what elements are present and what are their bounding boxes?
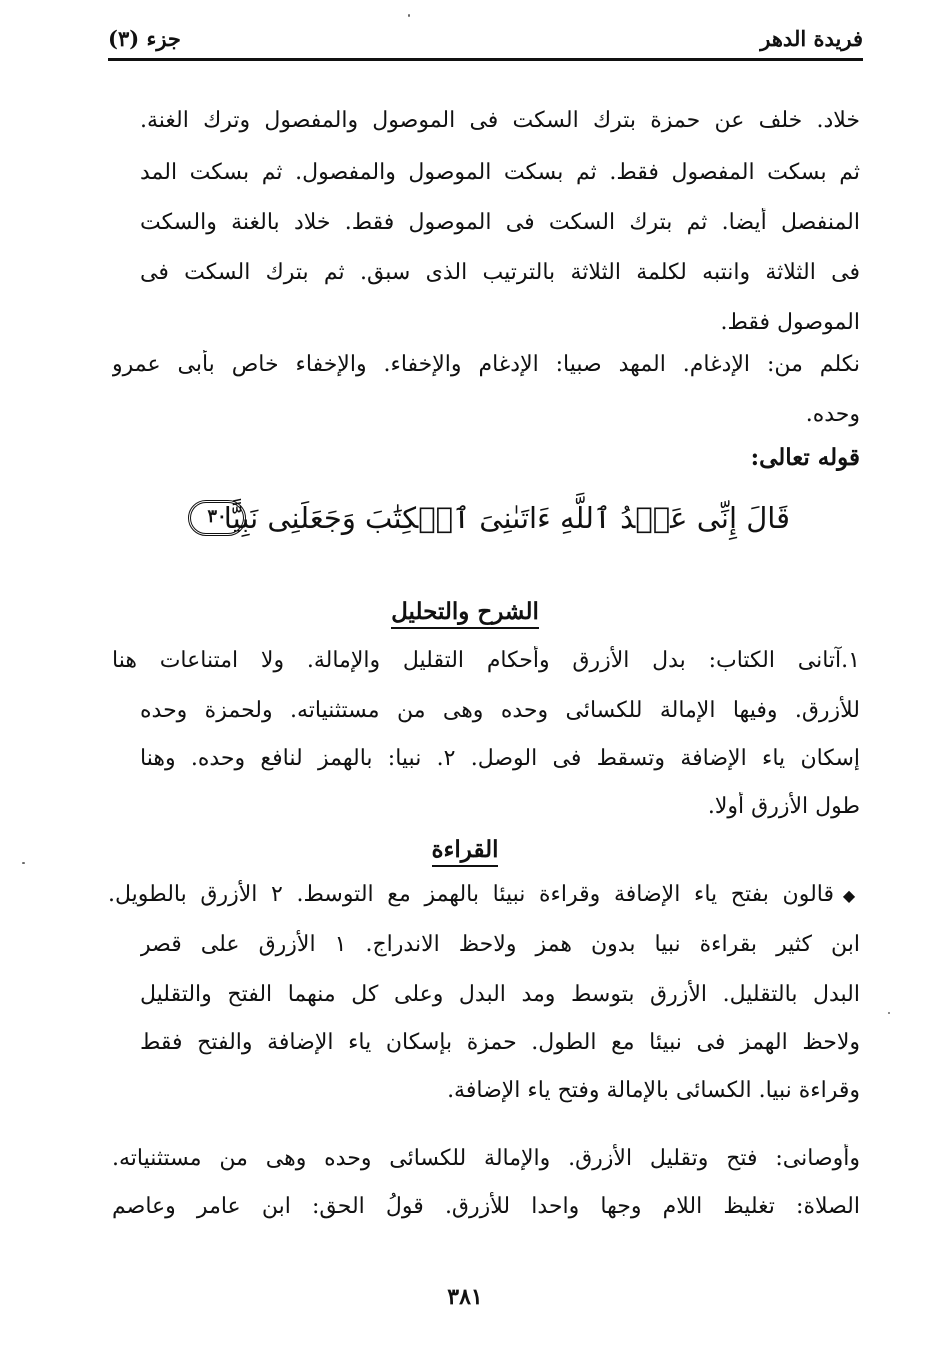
paragraph-line: ثم بسكت المفصول فقط. ثم بسكت الموصول والمفصول. ثم بسكت المد (140, 160, 860, 185)
sharh-line: ١.آتانى الكتاب: بدل الأزرق وأحكام التقليل والإمالة. ولا امتناعات هنا (112, 648, 860, 673)
sharh-line: للأزرق. وفيها الإمالة للكسائى وحده وهى من مستثنياته. ولحمزة وحده (140, 698, 860, 723)
qiraa-line: وقراءة نبيا. الكسائى بالإمالة وفتح ياء الإضافة. (447, 1078, 860, 1103)
paragraph-line: وأوصانى: فتح وتقليل الأزرق. والإمالة للكسائى وحده وهى من مستثنياته. (112, 1146, 860, 1171)
section-title-qiraa (0, 836, 930, 863)
paragraph-line: الصلاة: تغليظ اللام وجها واحدا للأزرق. قولُ الحق: ابن عامر وعاصم (112, 1194, 860, 1219)
bullet-diamond-icon: ◆ (842, 886, 856, 905)
scan-speck (22, 862, 25, 864)
qiraa-line: البدل بالتقليل. الأزرق بتوسط ومد البدل وعلى كل منهما الفتح والتقليل (140, 982, 860, 1007)
section-title-qiraa-text: القراءة (432, 836, 499, 867)
running-header (108, 22, 863, 61)
book-title: فريدة الدهر (760, 26, 863, 51)
paragraph-line: وحده. (805, 402, 860, 427)
part-number: جزء (٣) (108, 26, 181, 51)
scan-speck (408, 14, 410, 17)
section-title-sharh-text: الشرح والتحليل (391, 598, 539, 629)
paragraph-line: خلاد. خلف عن حمزة بترك السكت فى الموصول والمفصول وترك الغنة. (140, 108, 860, 133)
sharh-line: طول الأزرق أولا. (707, 794, 860, 819)
section-title-sharh (0, 598, 930, 625)
qiraa-line: ابن كثير بقراءة نبيا بدون همز ولاحظ الاندراج. ١ الأزرق على قصر (140, 932, 860, 957)
paragraph-line: المنفصل أيضا. ثم بترك السكت فى الموصول فقط. خلاد بالغنة والسكت (140, 210, 860, 235)
qiraa-line: قالون بفتح ياء الإضافة وقراءة نبيئا بالهمز مع التوسط. ٢ الأزرق بالطويل. (108, 882, 834, 907)
paragraph-line: نكلم من: الإدغام. المهد صبيا: الإدغام والإخفاء. والإخفاء خاص بأبى عمرو (112, 352, 860, 377)
qiraa-line: ولاحظ الهمز فى نبيئا مع الطول. حمزة بإسكان ياء الإضافة والفتح فقط (140, 1030, 860, 1055)
paragraph-line: الموصول فقط. (720, 310, 860, 335)
sharh-line: إسكان ياء الإضافة وتسقط فى الوصل. ٢. نبيا: بالهمز لنافع وحده. وهنا (140, 746, 860, 771)
page-number: ٣٨١ (447, 1284, 483, 1310)
quran-verse: قَالَ إِنِّى عَبۡدُ ٱللَّهِ ءَاتَىٰنِىَ ٱلۡكِتَٰبَ وَجَعَلَنِى نَبِيًّا (223, 501, 790, 535)
ayah-number-marker: ٣٠ (188, 500, 246, 536)
scan-speck (888, 1012, 890, 1014)
verse-heading: قوله تعالى: (750, 444, 860, 471)
paragraph-line: فى الثلاثة وانتبه لكلمة الثلاثة بالترتيب الذى سبق. ثم بترك السكت فى (140, 260, 860, 285)
